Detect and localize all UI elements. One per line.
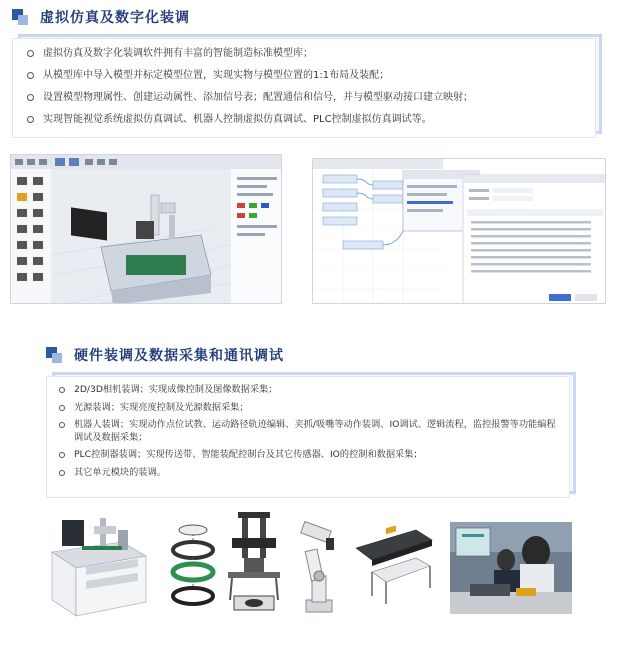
conveyor-belt-image — [352, 526, 436, 606]
light-source-parts-image — [168, 520, 218, 618]
section-marker-icon — [46, 347, 64, 363]
signal-config-screenshot — [312, 158, 606, 304]
bullet-icon — [27, 116, 34, 123]
bullet-icon — [59, 470, 65, 476]
list-item: 2D/3D相机装调；实现成像控制及图像数据采集； — [59, 384, 557, 397]
hands-on-training-photo — [450, 522, 572, 614]
bullet-icon — [27, 72, 34, 79]
section1-title: 虚拟仿真及数字化装调 — [40, 10, 190, 26]
list-item: 虚拟仿真及数字化装调软件拥有丰富的智能制造标准模型库； — [27, 47, 581, 60]
list-item: 从模型库中导入模型并标定模型位置，实现实物与模型位置的1:1布局及装配； — [27, 69, 581, 82]
list-item: PLC控制器装调；实现传送带、智能装配控制台及其它传感器、IO的控制和数据采集； — [59, 449, 557, 462]
section1-bullet-list — [27, 47, 581, 126]
section1-header — [12, 7, 190, 27]
list-item: 实现智能视觉系统虚拟仿真调试、机器人控制虚拟仿真调试、PLC控制虚拟仿真调试等。 — [27, 113, 581, 126]
section2-panel — [46, 372, 576, 498]
section2-title: 硬件装调及数据采集和通讯调试 — [74, 348, 284, 364]
simulation-software-image — [11, 155, 282, 304]
bullet-icon — [59, 387, 65, 393]
list-item: 其它单元模块的装调。 — [59, 467, 557, 480]
signal-config-image — [313, 159, 606, 304]
list-item: 设置模型物理属性、创建运动属性、添加信号表；配置通信和信号，并与模型驱动接口建立映射； — [27, 91, 581, 104]
bullet-icon — [27, 94, 34, 101]
section2-bullet-list — [59, 384, 557, 479]
section1-panel — [12, 34, 602, 138]
training-station-image — [42, 512, 154, 618]
bullet-icon — [59, 405, 65, 411]
list-item: 机器人装调；实现动作点位试教、运动路径轨迹编辑、夹抓/吸嘴等动作装调、IO调试、逻辑流程，监控报警等功能编程调试及数据采集； — [59, 419, 557, 444]
simulation-software-screenshot — [10, 154, 282, 304]
bullet-icon — [59, 452, 65, 458]
section2-header — [46, 345, 284, 365]
bullet-icon — [27, 50, 34, 57]
camera-assembly-image — [222, 508, 286, 618]
list-item: 光源装调；实现亮度控制及光源数据采集； — [59, 402, 557, 415]
section-marker-icon — [12, 9, 30, 25]
industrial-robot-image — [292, 516, 346, 616]
bullet-icon — [59, 422, 65, 428]
